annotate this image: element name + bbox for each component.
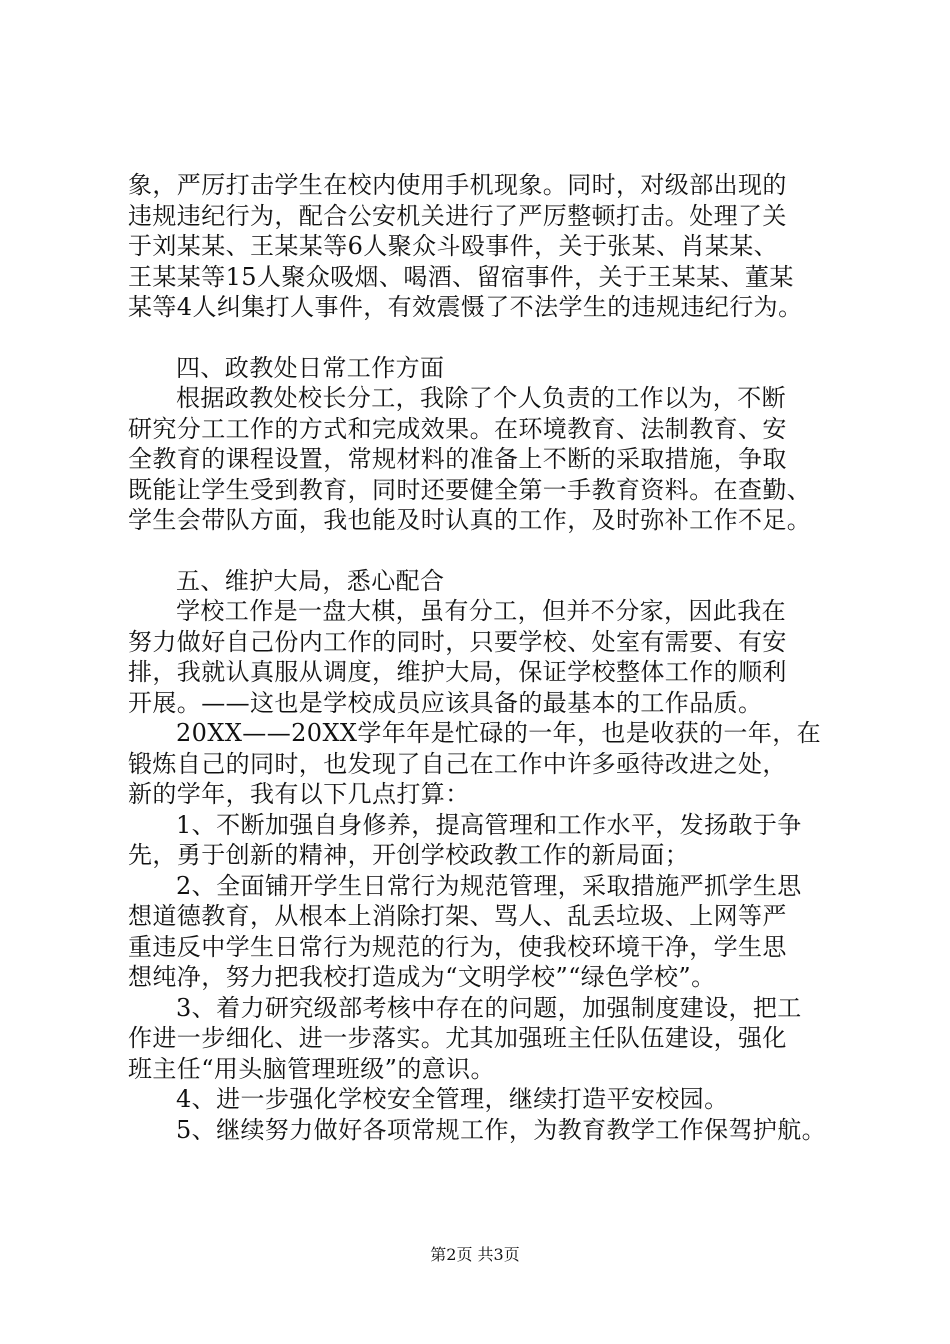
list-item-2-cont: 想纯净，努力把我校打造成为“文明学校”“绿色学校”。	[128, 963, 716, 991]
section-heading-5: 五、维护大局，悉心配合	[176, 566, 445, 595]
body-line: 违规违纪行为，配合公安机关进行了严厉整顿打击。处理了关	[128, 201, 787, 230]
body-line: 根据政教处校长分工，我除了个人负责的工作以为，不断	[176, 384, 786, 412]
body-line: 开展。——这也是学校成员应该具备的最基本的工作品质。	[128, 688, 763, 717]
list-item-3-cont: 班主任“用头脑管理班级”的意识。	[128, 1054, 495, 1083]
body-line: 王某某等15人聚众吸烟、喝酒、留宿事件，关于王某某、董某	[128, 262, 794, 291]
body-line: 全教育的课程设置，常规材料的准备上不断的采取措施，争取	[128, 445, 787, 473]
body-line: 努力做好自己份内工作的同时，只要学校、处室有需要、有安	[128, 627, 787, 656]
page-footer: 第2页 共3页	[430, 1245, 520, 1264]
body-line: 排，我就认真服从调度，维护大局，保证学校整体工作的顺利	[128, 658, 787, 686]
list-item-3-cont: 作进一步细化、进一步落实。尤其加强班主任队伍建设，强化	[128, 1024, 787, 1052]
body-line: 研究分工工作的方式和完成效果。在环境教育、法制教育、安	[128, 414, 787, 443]
body-line: 于刘某某、王某某等6人聚众斗殴事件，关于张某、肖某某、	[128, 232, 779, 260]
body-line: 新的学年，我有以下几点打算：	[128, 780, 470, 808]
body-line: 某等4人纠集打人事件，有效震慑了不法学生的违规违纪行为。	[128, 293, 803, 321]
list-item-5: 5、继续努力做好各项常规工作，为教育教学工作保驾护航。	[176, 1115, 827, 1144]
list-item-4: 4、进一步强化学校安全管理，继续打造平安校园。	[176, 1085, 729, 1113]
list-item-1: 1、不断加强自身修养，提高管理和工作水平，发扬敢于争	[176, 810, 802, 839]
list-item-2: 2、全面铺开学生日常行为规范管理，采取措施严抓学生思	[176, 871, 802, 900]
list-item-2-cont: 想道德教育，从根本上消除打架、骂人、乱丢垃圾、上网等严	[128, 902, 787, 930]
document-body	[128, 170, 838, 1145]
list-item-3: 3、着力研究级部考核中存在的问题，加强制度建设，把工	[176, 993, 802, 1022]
paragraph-gap	[128, 536, 838, 566]
paragraph-gap	[128, 323, 838, 353]
list-item-1-cont: 先，勇于创新的精神，开创学校政教工作的新局面；	[128, 841, 690, 869]
body-line: 锻炼自己的同时，也发现了自己在工作中许多亟待改进之处，	[128, 749, 787, 778]
body-line: 学生会带队方面，我也能及时认真的工作，及时弥补工作不足。	[128, 506, 812, 534]
body-line: 象，严厉打击学生在校内使用手机现象。同时，对级部出现的	[128, 171, 787, 199]
section-heading-4: 四、政教处日常工作方面	[176, 353, 445, 382]
body-line: 既能让学生受到教育，同时还要健全第一手教育资料。在查勤、	[128, 475, 812, 504]
body-line: 学校工作是一盘大棋，虽有分工，但并不分家，因此我在	[176, 597, 786, 625]
body-line: 20XX——20XX学年年是忙碌的一年，也是收获的一年，在	[176, 719, 822, 747]
list-item-2-cont: 重违反中学生日常行为规范的行为，使我校环境干净，学生思	[128, 932, 787, 961]
